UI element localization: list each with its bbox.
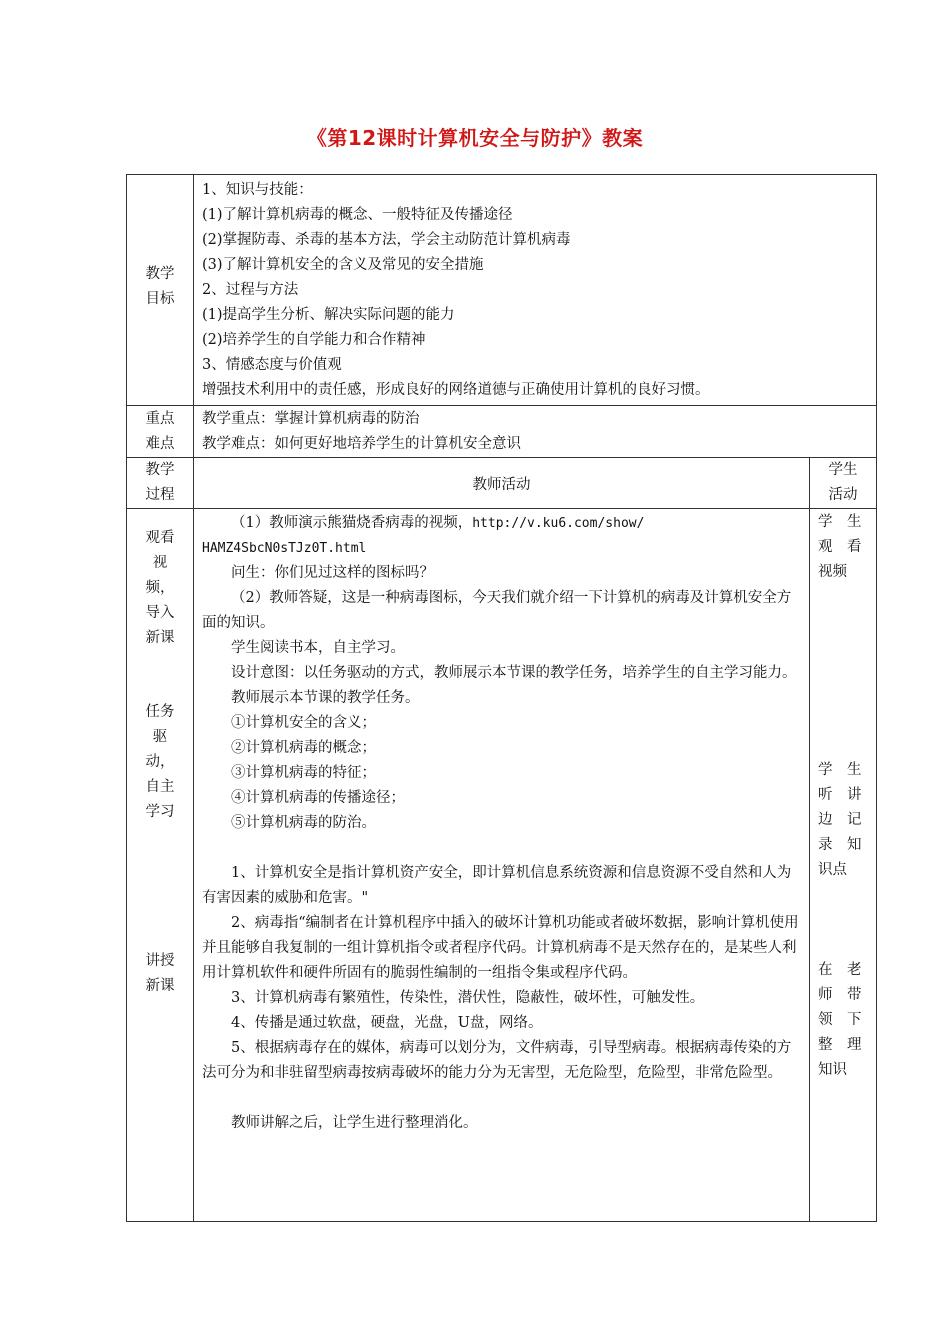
process-body-row [127, 509, 877, 1222]
video-url: http://v.ku6.com/show/ [472, 516, 645, 531]
student-activity-cell [810, 509, 877, 1222]
key-points-content [194, 406, 877, 458]
student-reading: 学生阅读书本，自主学习。 [231, 640, 405, 656]
key-points-row [127, 406, 877, 458]
teacher-activity-cell [194, 509, 810, 1222]
objectives-label: 教学 目标 [127, 175, 194, 406]
student-activity-header: 学生 活动 [810, 458, 877, 509]
teaching-focus: 教学重点：掌握计算机病毒的防治 [202, 411, 420, 427]
lecture-point: 4、传播是通过软盘，硬盘，光盘，U盘，网络。 [231, 1015, 543, 1031]
objective-line: 2、过程与方法 [202, 282, 299, 298]
process-header-label: 教学 过程 [127, 458, 194, 509]
key-points-label: 重点 难点 [127, 406, 194, 458]
objectives-content [194, 175, 877, 406]
lesson-plan-table [126, 174, 877, 1222]
video-url-continued: HAMZ4SbcN0sTJz0T.html [202, 541, 367, 556]
teaching-difficulty: 教学难点：如何更好地培养学生的计算机安全意识 [202, 436, 521, 452]
objective-line: (1)提高学生分析、解决实际问题的能力 [202, 307, 455, 323]
lecture-point: 3、计算机病毒有繁殖性，传染性，潜伏性，隐蔽性，破坏性，可触发性。 [231, 990, 705, 1006]
closing-note: 教师讲解之后，让学生进行整理消化。 [231, 1115, 478, 1131]
show-tasks: 教师展示本节课的教学任务。 [231, 690, 420, 706]
lecture-point: 5、根据病毒存在的媒体，病毒可以划分为，文件病毒，引导型病毒。根据病毒传染的方法可分为和非驻留型病毒按病毒破坏的能力分为无害型，无危险型，危险型，非常危险型。 [202, 1040, 792, 1081]
student-activity-listen: 学 生 听 讲 边 记 录 知 识点 [818, 762, 862, 878]
design-intent: 设计意图：以任务驱动的方式，教师展示本节课的教学任务，培养学生的自主学习能力。 [231, 665, 797, 681]
objective-line: (2)掌握防毒、杀毒的基本方法，学会主动防范计算机病毒 [202, 232, 571, 248]
task-item: ④计算机病毒的传播途径； [231, 790, 405, 806]
stage-lecture: 讲授 新课 [145, 953, 175, 994]
task-item: ③计算机病毒的特征； [231, 765, 376, 781]
stages-cell [127, 509, 194, 1222]
question: 问生：你们见过这样的图标吗？ [231, 565, 434, 581]
process-header-row [127, 458, 877, 509]
objective-line: 3、情感态度与价值观 [202, 357, 342, 373]
objectives-row [127, 175, 877, 406]
lecture-point: 2、病毒指“编制者在计算机程序中插入的破坏计算机功能或者破坏数据，影响计算机使用并且能够自我复制的一组计算机指令或者程序代码。计算机病毒不是天然存在的，是某些人利用计算机软件和硬件所固有的脆弱性编制的一组指令集或程序代码。 [202, 915, 799, 981]
stage-task-driven: 任务 驱 动， 自主 学习 [145, 704, 175, 820]
teacher-activity-header: 教师活动 [194, 458, 810, 509]
objective-line: (2)培养学生的自学能力和合作精神 [202, 332, 426, 348]
video-intro: （1）教师演示熊猫烧香病毒的视频，http://v.ku6.com/show/ [231, 515, 645, 531]
task-item: ①计算机安全的含义； [231, 715, 376, 731]
teacher-answer: （2）教师答疑，这是一种病毒图标，今天我们就介绍一下计算机的病毒及计算机安全方面的知识。 [202, 590, 792, 631]
task-item: ②计算机病毒的概念； [231, 740, 376, 756]
objective-line: (1)了解计算机病毒的概念、一般特征及传播途径 [202, 207, 513, 223]
stage-video-intro: 观看 视 频， 导入 新课 [145, 530, 175, 646]
lecture-point: 1、计算机安全是指计算机资产安全，即计算机信息系统资源和信息资源不受自然和人为有害因素的威胁和危害。" [202, 865, 792, 906]
page-title: 《第12课时计算机安全与防护》教案 [306, 126, 644, 150]
student-activity-watch: 学 生 观 看 视频 [818, 514, 862, 580]
objective-line: (3)了解计算机安全的含义及常见的安全措施 [202, 257, 484, 273]
objective-line: 1、知识与技能： [202, 182, 313, 198]
student-activity-organize: 在 老 师 带 领 下 整 理 知识 [818, 962, 862, 1078]
objective-line: 增强技术利用中的责任感，形成良好的网络道德与正确使用计算机的良好习惯。 [202, 382, 710, 398]
task-item: ⑤计算机病毒的防治。 [231, 815, 376, 831]
